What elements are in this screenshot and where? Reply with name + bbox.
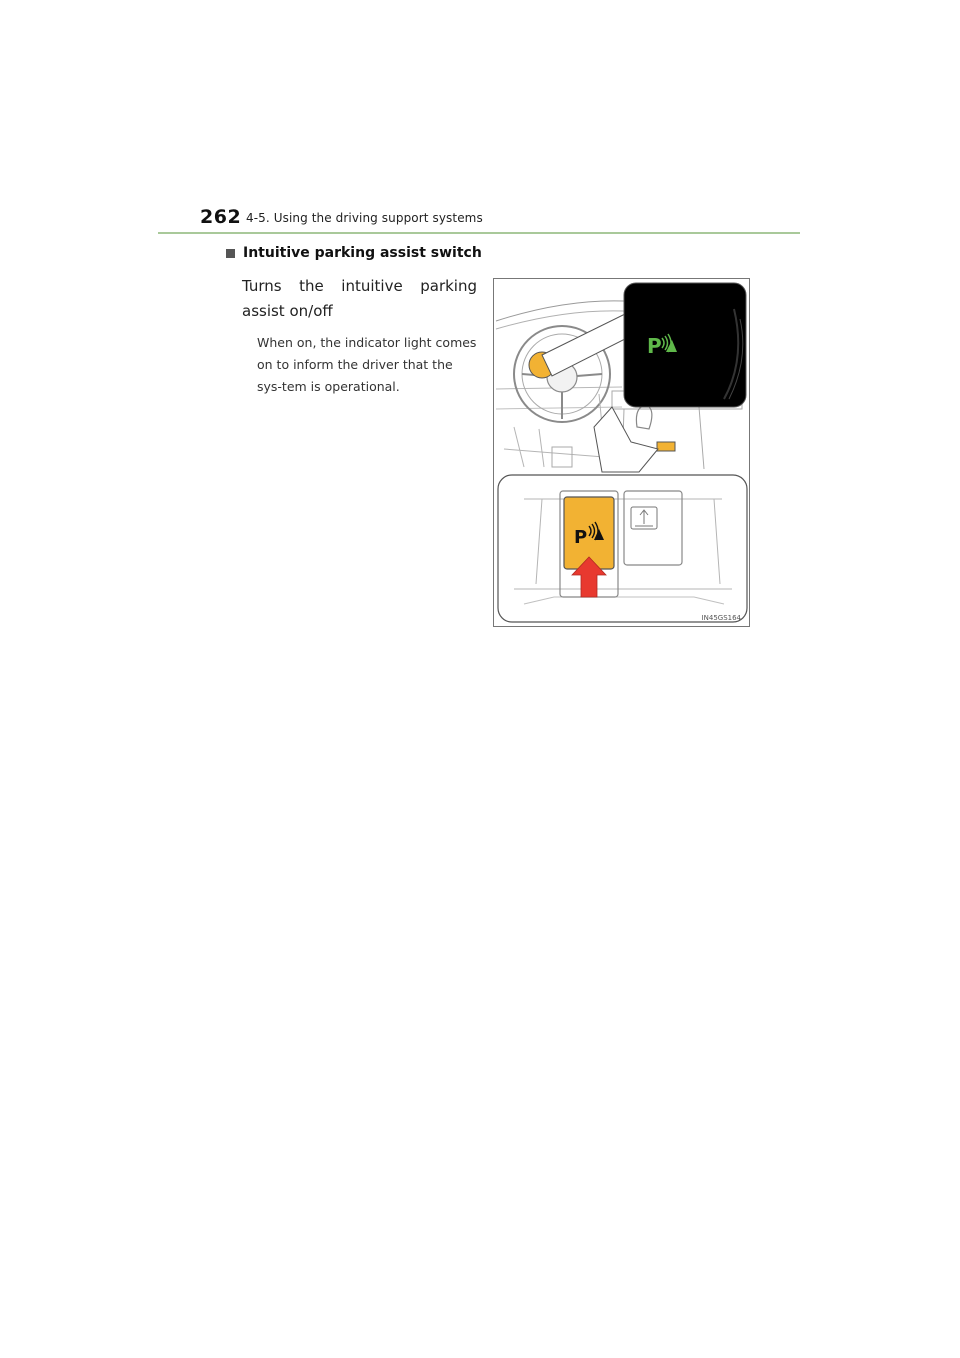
page-number: 262 xyxy=(200,206,242,228)
subheading xyxy=(226,245,482,261)
note-text: When on, the indicator light comes on to inform the driver that the sys-tem is operational. xyxy=(257,335,477,394)
body-text: Turns the intuitive parking assist on/off xyxy=(242,277,477,320)
parking-indicator-symbol: P xyxy=(647,334,662,358)
parking-assist-illustration xyxy=(493,278,750,627)
meter-callout xyxy=(542,314,629,376)
figure-code: IN45GS164 xyxy=(701,614,741,622)
subheading-text: Intuitive parking assist switch xyxy=(243,245,482,261)
cockpit-drawing xyxy=(494,279,749,626)
meter-inset xyxy=(624,283,746,407)
switch-callout xyxy=(594,407,658,472)
square-bullet-icon xyxy=(226,249,235,258)
header-rule xyxy=(158,232,800,234)
switch-symbol: P xyxy=(574,527,588,548)
switch-panel-inset xyxy=(498,475,747,622)
switch-location-highlight xyxy=(657,442,675,451)
section-title: 4-5. Using the driving support systems xyxy=(246,211,483,225)
